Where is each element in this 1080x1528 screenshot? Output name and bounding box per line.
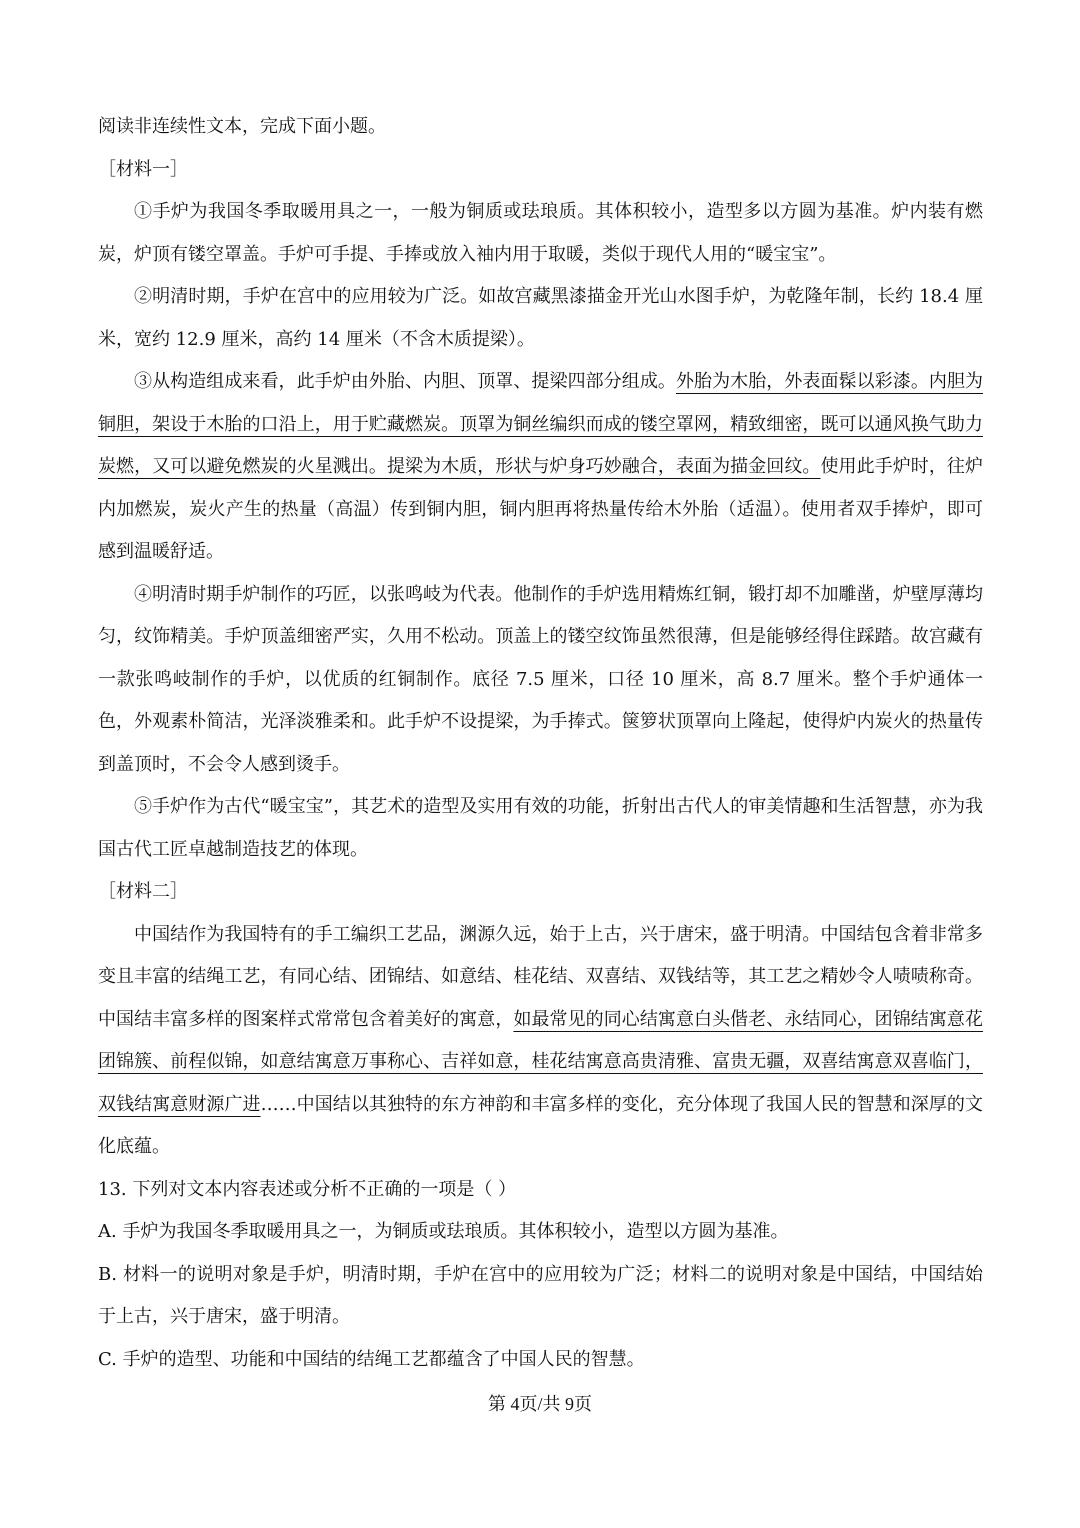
question-stem: 13. 下列对文本内容表述或分析不正确的一项是（ ） bbox=[98, 1178, 517, 1200]
material-1-label: ［材料一］ bbox=[98, 158, 188, 180]
material-1-paragraph-5: ⑤手炉作为古代“暖宝宝”，其艺术的造型及实用有效的功能，折射出古代人的审美情趣和生活智慧，亦为我国古代工匠卓越制造技艺的体现。 bbox=[98, 796, 983, 860]
paragraph-3-lead: ③从构造组成来看，此手炉由外胎、内胆、顶罩、提梁四部分组成。 bbox=[134, 371, 676, 392]
material-1-paragraph-3 bbox=[98, 361, 983, 574]
intro-text: 阅读非连续性文本，完成下面小题。 bbox=[98, 116, 386, 137]
option-c: C. 手炉的造型、功能和中国结的结绳工艺都蕴含了中国人民的智慧。 bbox=[98, 1348, 645, 1370]
material-2-tail: ……中国结以其独特的东方神韵和丰富多样的变化，充分体现了我国人民的智慧和深厚的文化底蕴。 bbox=[98, 1093, 983, 1157]
material-1-paragraph-2: ②明清时期，手炉在宫中的应用较为广泛。如故宫藏黑漆描金开光山水图手炉，为乾隆年制，长约 18.4 厘米，宽约 12.9 厘米，高约 14 厘米（不含木质提梁）。 bbox=[98, 286, 983, 350]
paragraph-3-tail: 使用此手炉时，往炉内加燃炭，炭火产生的热量（高温）传到铜内胆，铜内胆再将热量传给木外胎（适温）。使用者双手捧炉，即可感到温暖舒适。 bbox=[98, 456, 983, 562]
material-2-lead: 中国结作为我国特有的手工编织工艺品，渊源久远，始于上古，兴于唐宋，盛于明清。中国结包含着非常多变且丰富的结绳工艺，有同心结、团锦结、如意结、桂花结、双喜结、双钱结等，其工艺之精妙令人啧啧称奇。中国结丰富多样的图案样式常常包含着美好的寓意， bbox=[98, 923, 983, 1030]
material-2-paragraph-1 bbox=[98, 914, 983, 1169]
option-a: A. 手炉为我国冬季取暖用具之一，为铜质或珐琅质。其体积较小，造型以方圆为基准。 bbox=[98, 1221, 789, 1242]
page-footer: 第 4页/共 9页 bbox=[487, 1394, 592, 1414]
page-content bbox=[98, 106, 983, 1381]
material-2-underlined: 如最常见的同心结寓意白头偕老、永结同心，团锦结寓意花团锦簇、前程似锦，如意结寓意万事称心、吉祥如意，桂花结寓意高贵清雅、富贵无疆，双喜结寓意双喜临门，双钱结寓意财源广进 bbox=[98, 1008, 983, 1115]
material-1-paragraph-4: ④明清时期手炉制作的巧匠，以张鸣岐为代表。他制作的手炉选用精炼红铜，锻打却不加雕凿，炉壁厚薄均匀，纹饰精美。手炉顶盖细密严实，久用不松动。顶盖上的镂空纹饰虽然很薄，但是能够经得住踩踏。故宫藏有一款张鸣岐制作的手炉，以优质的红铜制作。底径 7.5 厘米，口径 10 厘米，高 8.7 厘米。整个手炉通体一色，外观素朴简洁，光泽淡雅柔和。此手炉不设提梁，为手捧式。箧箩状顶罩向上隆起，使得炉内炭火的热量传到盖顶时，不会令人感到烫手。 bbox=[98, 583, 983, 775]
material-2-label: ［材料二］ bbox=[98, 881, 188, 902]
option-b: B. 材料一的说明对象是手炉，明清时期，手炉在宫中的应用较为广泛；材料二的说明对象是中国结，中国结始于上古，兴于唐宋，盛于明清。 bbox=[98, 1263, 983, 1327]
paragraph-3-underlined: 外胎为木胎，外表面髹以彩漆。内胆为铜胆，架设于木胎的口沿上，用于贮藏燃炭。顶罩为铜丝编织而成的镂空罩网，精致细密，既可以通风换气助力炭燃，又可以避免燃炭的火星溅出。提梁为木质，形状与炉身巧妙融合，表面为描金回纹。 bbox=[98, 371, 984, 477]
material-1-paragraph-1: ①手炉为我国冬季取暖用具之一，一般为铜质或珐琅质。其体积较小，造型多以方圆为基准。炉内装有燃炭，炉顶有镂空罩盖。手炉可手提、手捧或放入袖内用于取暖，类似于现代人用的“暖宝宝”。 bbox=[98, 201, 983, 265]
